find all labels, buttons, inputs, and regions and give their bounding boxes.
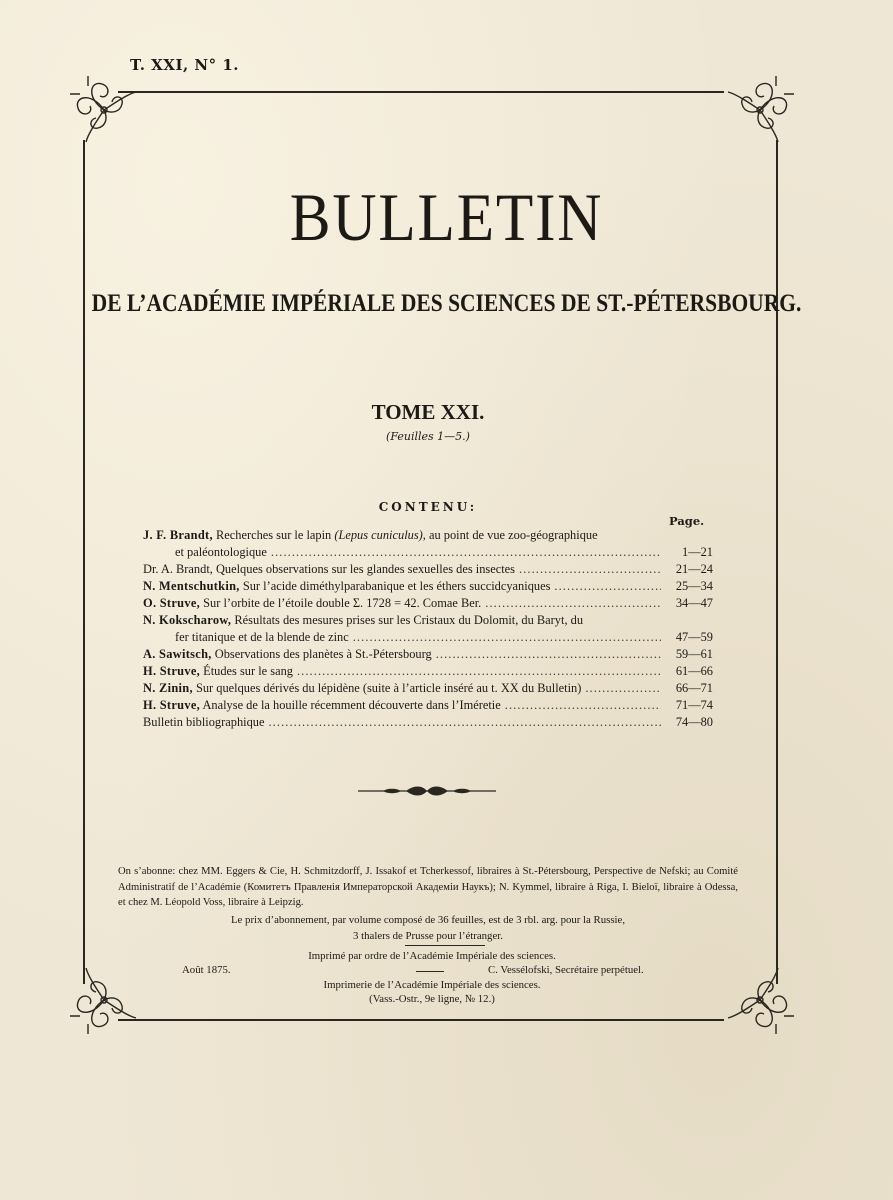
toc-pages: 66—71: [675, 681, 713, 695]
toc-title: Observations des planètes à St.-Pétersbourg: [211, 647, 432, 661]
toc-author: N. Zinin,: [143, 681, 193, 695]
toc-title: au point de vue zoo-géographique: [425, 528, 598, 542]
toc-title: Sur l’orbite de l’étoile double Σ. 1728 = 42. Comae Ber.: [200, 596, 482, 610]
table-of-contents: [143, 527, 713, 731]
border-left: [83, 140, 85, 984]
toc-pages: 47—59: [675, 630, 713, 644]
toc-pages: 61—66: [675, 664, 713, 678]
toc-entry-continuation: [143, 544, 713, 561]
volume-number: T. XXI, N° 1.: [130, 56, 240, 74]
toc-entry-continuation: [143, 629, 713, 646]
toc-title: Sur l’acide diméthylparabanique et les éthers succidcyaniques: [239, 579, 551, 593]
separator-line: [405, 945, 485, 946]
border-right: [776, 140, 778, 984]
toc-author: N. Kokscharow,: [143, 613, 232, 627]
toc-title: Analyse de la houille récemment découverte dans l’Iméretie: [200, 698, 501, 712]
toc-entry: [143, 595, 713, 612]
toc-entry: [143, 578, 713, 595]
toc-title: et paléontologique: [175, 545, 267, 559]
toc-pages: 25—34: [675, 579, 713, 593]
border-bottom: [118, 1019, 724, 1021]
printer-address: (Vass.-Ostr., 9e ligne, № 12.): [369, 993, 495, 1005]
toc-entry: [143, 714, 713, 731]
separator-dash: [416, 971, 444, 972]
toc-author: Dr. A. Brandt,: [143, 562, 213, 576]
toc-pages: 59—61: [675, 647, 713, 661]
feuilles-label: (Feuilles 1—5.): [386, 430, 470, 443]
subscription-price: Le prix d’abonnement, par volume composé de 36 feuilles, est de 3 rbl. arg. pour la Russie,: [230, 914, 626, 926]
corner-ornament-top-left-icon: [66, 72, 142, 148]
toc-title: fer titanique et de la blende de zinc: [175, 630, 349, 644]
toc-pages: 74—80: [675, 715, 713, 729]
toc-entry: [143, 612, 713, 629]
toc-title: Résultats des mesures prises sur les Cristaux du Dolomit, du Baryt, du: [231, 613, 584, 627]
page-subtitle: DE L’ACADÉMIE IMPÉRIALE DES SCIENCES DE ST.-PÉTERSBOURG.: [91, 290, 802, 317]
toc-entry: [143, 697, 713, 714]
toc-title: Quelques observations sur les glandes sexuelles des insectes: [212, 562, 515, 576]
secretary-name: C. Vessélofski, Secrétaire perpétuel.: [488, 964, 644, 976]
publication-date: Août 1875.: [182, 964, 231, 976]
toc-entry: [143, 680, 713, 697]
toc-pages: 34—47: [675, 596, 713, 610]
toc-title: Bulletin bibliographique: [143, 715, 265, 729]
contents-heading: CONTENU:: [378, 500, 478, 514]
corner-ornament-top-right-icon: [722, 72, 798, 148]
toc-pages: 1—21: [682, 545, 713, 559]
toc-author: H. Struve,: [143, 664, 201, 678]
page-title: BULLETIN: [289, 179, 604, 255]
toc-title: Études sur le sang: [200, 664, 293, 678]
toc-entry: [143, 663, 713, 680]
toc-title: Sur quelques dérivés du lépidène (suite à l’article inséré au t. XX du Bulletin): [192, 681, 582, 695]
page-column-label: Page.: [669, 514, 705, 528]
toc-author: J. F. Brandt,: [143, 528, 213, 542]
toc-author: H. Struve,: [143, 698, 201, 712]
toc-title: Recherches sur le lapin: [212, 528, 335, 542]
toc-title-italic: (Lepus cuniculus),: [334, 528, 426, 542]
printer-name: Imprimerie de l’Académie Impériale des sciences.: [323, 979, 541, 991]
toc-pages: 21—24: [675, 562, 713, 576]
divider-ornament-icon: [356, 784, 498, 798]
toc-entry: [143, 527, 713, 544]
subscription-price-foreign: 3 thalers de Prusse pour l’étranger.: [353, 930, 503, 942]
toc-entry: [143, 561, 713, 578]
border-top: [118, 91, 724, 93]
toc-author: O. Struve,: [143, 596, 201, 610]
tome-label: TOME XXI.: [371, 400, 485, 424]
toc-pages: 71—74: [675, 698, 713, 712]
toc-author: N. Mentschutkin,: [143, 579, 240, 593]
toc-entry: [143, 646, 713, 663]
toc-author: A. Sawitsch,: [143, 647, 212, 661]
subscription-info: On s’abonne: chez MM. Eggers & Cie, H. Schmitzdorff, J. Issakof et Tcherkessof, libraires à St.-Pétersbourg, Perspective de Nefski; au Comité Administratif de l’Académie (Комитетъ Правленія Императорской Академіи Наукъ); N. Kymmel, libraire à Riga, I. Bieloï, libraire à Odessa, et chez M. Léopold Voss, libraire à Leipzig.: [118, 866, 738, 909]
printed-by-order: Imprimé par ordre de l’Académie Impériale des sciences.: [308, 950, 556, 962]
